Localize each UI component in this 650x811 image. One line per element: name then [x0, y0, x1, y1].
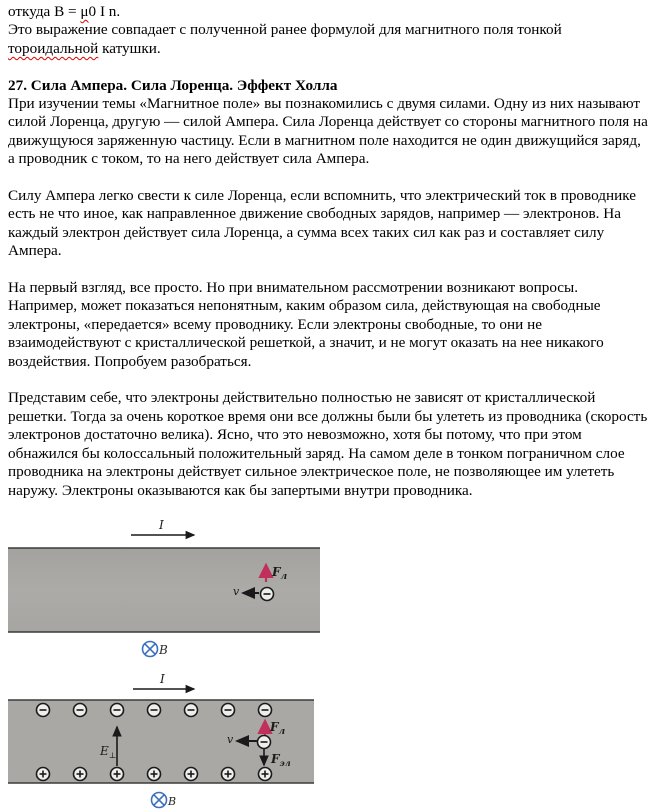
positive-charge-icon — [37, 768, 50, 781]
velocity-label: v — [227, 733, 234, 746]
positive-charge-icon — [222, 768, 235, 781]
electron-icon — [261, 588, 274, 601]
negative-charge-icon — [185, 704, 198, 717]
negative-charge-icon — [222, 704, 235, 717]
formula-prefix: откуда B = — [8, 3, 81, 20]
negative-charge-icon — [37, 704, 50, 717]
negative-charge-icon — [111, 704, 124, 717]
figure-1-svg — [0, 515, 330, 665]
paragraph-4: Представим себе, что электроны действительно полностью не зависят от кристаллической решетки. Тогда за очень короткое время они все должны были бы улететь из проводника (скорость электронов достаточно велика). Ясно, что это невозможно, хотя бы потому, что при этом обнажился бы колоссальный положительный заряд. На самом деле в тонком пограничном слое проводника на электроны действует сильное электрическое поле, не позволяющее им улететь наружу. Электроны оказываются как бы запертыми внутри проводника. — [8, 389, 648, 499]
electron-icon — [258, 736, 271, 749]
lorentz-force-label: $F_л$ — [270, 720, 286, 737]
document-body — [8, 3, 648, 500]
electric-force-label: $F_{эл}$ — [271, 752, 291, 768]
spacer — [8, 261, 648, 279]
intro-end: катушки. — [98, 39, 161, 57]
intro-text: Это выражение совпадает с полученной ранее формулой для магнитного поля тонкой — [8, 21, 562, 39]
figure-2-svg — [0, 665, 330, 811]
current-label: I — [160, 672, 165, 686]
positive-charge-icon — [259, 768, 272, 781]
spellcheck-word: тороидальной — [8, 39, 99, 57]
spacer — [8, 58, 648, 76]
magnetic-field-into-page-icon — [143, 642, 158, 657]
positive-charge-icon — [74, 768, 87, 781]
paragraph-1: При изучении темы «Магнитное поле» вы познакомились с двумя силами. Одну из них называют силой Лоренца, другую — силой Ампера. Сила Лоренца действует со стороны магнитного поля на движущуюся заряженную частицу. Если в магнитном поле находится не один движущийся заряд, а проводник с током, то на него действует сила Ампера. — [8, 95, 648, 168]
formula-line — [8, 3, 648, 21]
magnetic-field-into-page-icon — [152, 793, 167, 808]
negative-charge-icon — [148, 704, 161, 717]
paragraph-2: Силу Ампера легко свести к силе Лоренца, если вспомнить, что электрический ток в проводнике есть не что иное, как направленное движение свободных зарядов, например — электронов. На каждый электрон действует сила Лоренца, а сумма всех таких сил как раз и составляет силу Ампера. — [8, 187, 636, 260]
current-label: I — [159, 518, 164, 532]
lorentz-force-label: $F_л$ — [272, 565, 288, 582]
conductor-band — [8, 548, 320, 632]
spacer — [8, 371, 648, 389]
formula-suffix: 0 I n. — [88, 3, 121, 20]
paragraph-3: На первый взгляд, все просто. Но при внимательном рассмотрении возникают вопросы. Например, может показаться непонятным, каким образом сила, действующая на свободные электроны, «передается» всему проводнику. Если электроны свободные, то они не взаимодействуют с кристаллической решеткой, а значит, и не могут оказать на нее никакого воздействия. Попробуем разобраться. — [8, 279, 604, 370]
spacer — [8, 169, 648, 187]
positive-charge-icon — [185, 768, 198, 781]
field-label: B — [159, 643, 168, 657]
figure-hall-effect — [0, 665, 330, 811]
section-heading: 27. Сила Ампера. Сила Лоренца. Эффект Холла — [8, 76, 338, 94]
formula-mu: μ — [80, 3, 89, 20]
field-label: B — [168, 795, 177, 808]
positive-charge-icon — [148, 768, 161, 781]
figure-lorentz-force — [0, 515, 330, 665]
intro-paragraph — [8, 21, 648, 58]
negative-charge-icon — [74, 704, 87, 717]
electric-field-label: $E_\perp$ — [100, 744, 117, 760]
negative-charge-icon — [259, 704, 272, 717]
positive-charge-icon — [111, 768, 124, 781]
velocity-label: v — [233, 585, 240, 598]
